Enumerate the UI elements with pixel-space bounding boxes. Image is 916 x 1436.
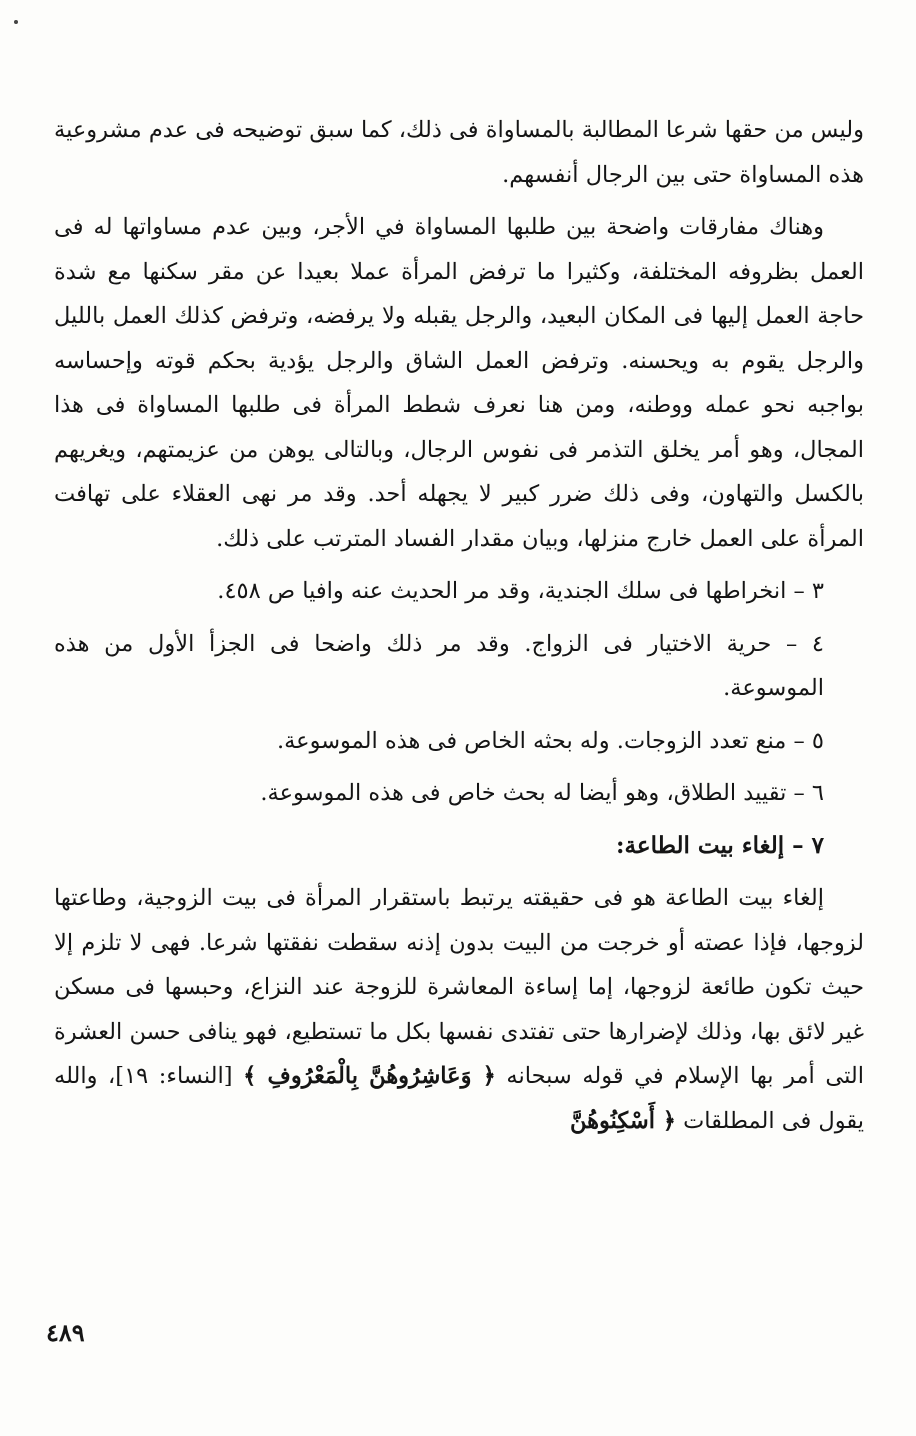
list-item: ٥ – منع تعدد الزوجات. وله بحثه الخاص فى هذه الموسوعة. (276, 727, 824, 754)
paragraph (54, 876, 864, 1143)
page-number: ٤٨٩ (46, 1318, 85, 1347)
list-item: ٦ – تقييد الطلاق، وهو أيضا له بحث خاص فى هذه الموسوعة. (260, 780, 824, 806)
verse-citation: [النساء: ١٩]، والله يقول فى المطلقات (54, 1063, 864, 1134)
page-body (54, 108, 864, 1151)
section-heading: ٧ – إلغاء بيت الطاعة: (616, 831, 824, 859)
paragraph: وليس من حقها شرعا المطالبة بالمساواة فى ذلك، كما سبق توضيحه فى عدم مشروعية هذه المساواة حتى بين الرجال أنفسهم. (54, 117, 864, 188)
list-item: ٤ – حرية الاختيار فى الزواج. وقد مر ذلك واضحا فى الجزأ الأول من هذه الموسوعة. (54, 630, 824, 701)
paragraph: وهناك مفارقات واضحة بين طلبها المساواة في الأجر، وبين عدم مساواتها له فى العمل بظروفه المختلفة، وكثيرا ما ترفض المرأة عملا بعيدا عن مقر سكنها مع شدة حاجة العمل إليها فى المكان البعيد، والرجل يقبله ولا يرفضه، وترفض كذلك العمل بالليل والرجل يقوم به ويحسنه. وترفض العمل الشاق والرجل يؤدية بحكم قوته وإحساسه بواجبه نحو عمله ووطنه، ومن هنا نعرف شطط المرأة فى طلبها المساواة فى هذا المجال، وهو أمر يخلق التذمر فى نفوس الرجال، وبالتالى يوهن من عزيمتهم، ويغريهم بالكسل والتهاون، وفى ذلك ضرر كبير لا يجهله أحد. وقد مر نهى العقلاء على تهافت المرأة على العمل خارج منزلها، وبيان مقدار الفساد المترتب على ذلك. (54, 214, 864, 552)
quran-verse: ﴿ وَعَاشِرُوهُنَّ بِالْمَعْرُوفِ ﴾ (243, 1063, 496, 1089)
scan-speck (14, 20, 18, 24)
list-item: ٣ – انخراطها فى سلك الجندية، وقد مر الحديث عنه وافيا ص ٤٥٨. (217, 578, 824, 604)
paragraph-text: إلغاء بيت الطاعة هو فى حقيقته يرتبط باستقرار المرأة فى بيت الزوجية، وطاعتها لزوجها، فإذا عصته أو خرجت من البيت بدون إذنه سقطت نفقتها شرعا. فهى لا تلزم إلا حيث تكون طائعة لزوجها، إما إساءة المعاشرة للزوجة عند النزاع، وحبسها فى مسكن غير لائق بها، وذلك لإضرارها حتى تفتدى نفسها بكل ما تستطيع، فهو ينافى حسن العشرة التى أمر بها الإسلام في قوله سبحانه (54, 885, 864, 1089)
quran-verse: ﴿ أَسْكِنُوهُنَّ (570, 1107, 676, 1134)
